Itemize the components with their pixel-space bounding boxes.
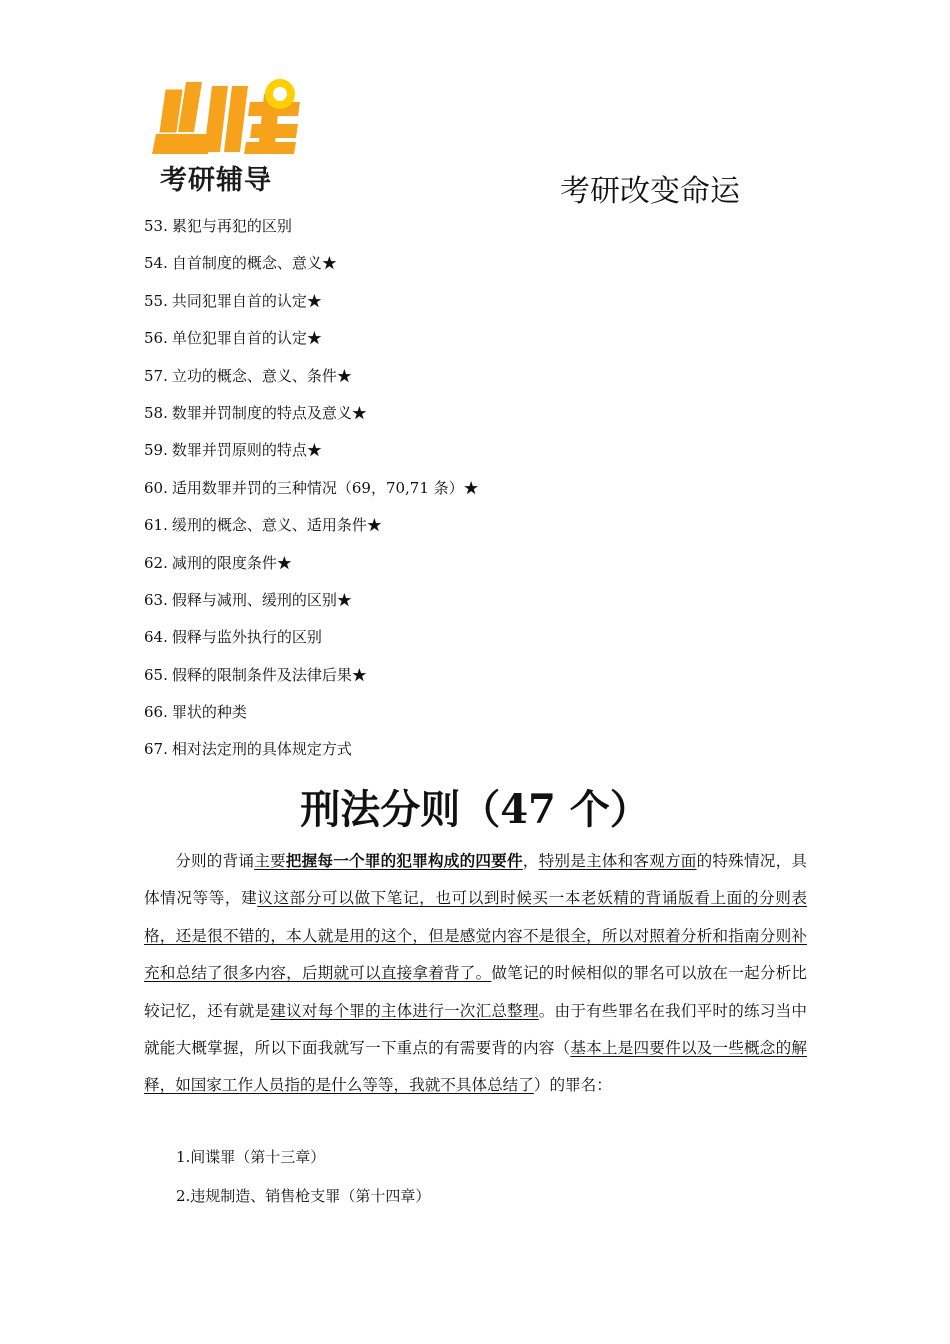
list-item: 61. 缓刑的概念、意义、适用条件★ — [144, 516, 382, 535]
list-item: 53. 累犯与再犯的区别 — [144, 217, 292, 235]
list-item: 64. 假释与监外执行的区别 — [144, 628, 322, 647]
list-item: 62. 减刑的限度条件★ — [144, 553, 292, 572]
list-item: 59. 数罪并罚原则的特点★ — [144, 441, 322, 460]
list-item: 58. 数罪并罚制度的特点及意义★ — [144, 403, 367, 422]
list-item: 63. 假释与减刑、缓刑的区别★ — [144, 590, 352, 609]
list-item: 67. 相对法定刑的具体规定方式 — [144, 740, 352, 759]
slogan: 考研改变命运 — [560, 174, 740, 209]
section-title: 刑法分则（47 个） — [300, 786, 650, 833]
list-item: 54. 自首制度的概念、意义★ — [144, 254, 337, 273]
list-item: 66. 罪状的种类 — [144, 703, 247, 722]
list-item: 56. 单位犯罪自首的认定★ — [144, 329, 322, 348]
crime-list — [176, 1142, 430, 1220]
list-item: 2.违规制造、销售枪支罪（第十四章） — [176, 1187, 431, 1205]
list-item: 55. 共同犯罪自首的认定★ — [144, 291, 322, 310]
list-item: 1.间谍罪（第十三章） — [176, 1148, 326, 1166]
list-item: 60. 适用数罪并罚的三种情况（69，70,71 条）★ — [144, 478, 479, 497]
logo-caption: 考研辅导 — [160, 165, 272, 196]
intro-paragraph: 分则的背诵主要把握每一个罪的犯罪构成的四要件，特别是主体和客观方面的特殊情况，具体情况等等，建议这部分可以做下笔记，也可以到时候买一本老妖精的背诵版看上面的分则表格，还是很不错的，本人就是用的这个，但是感觉内容不是很全，所以对照着分析和指南分则补充和总结了很多内容，后期就可以直接拿着背了。做笔记的时候相似的罪名可以放在一起分析比较记忆，还有就是建议对每个罪的主体进行一次汇总整理。由于有些罪名在我们平时的练习当中就能大概掌握，所以下面我就写一下重点的有需要背的内容（基本上是四要件以及一些概念的解释，如国家工作人员指的是什么等等，我就不具体总结了）的罪名： — [144, 851, 807, 1095]
topic-list — [144, 212, 844, 773]
list-item: 65. 假释的限制条件及法律后果★ — [144, 665, 367, 684]
list-item: 57. 立功的概念、意义、条件★ — [144, 366, 352, 385]
